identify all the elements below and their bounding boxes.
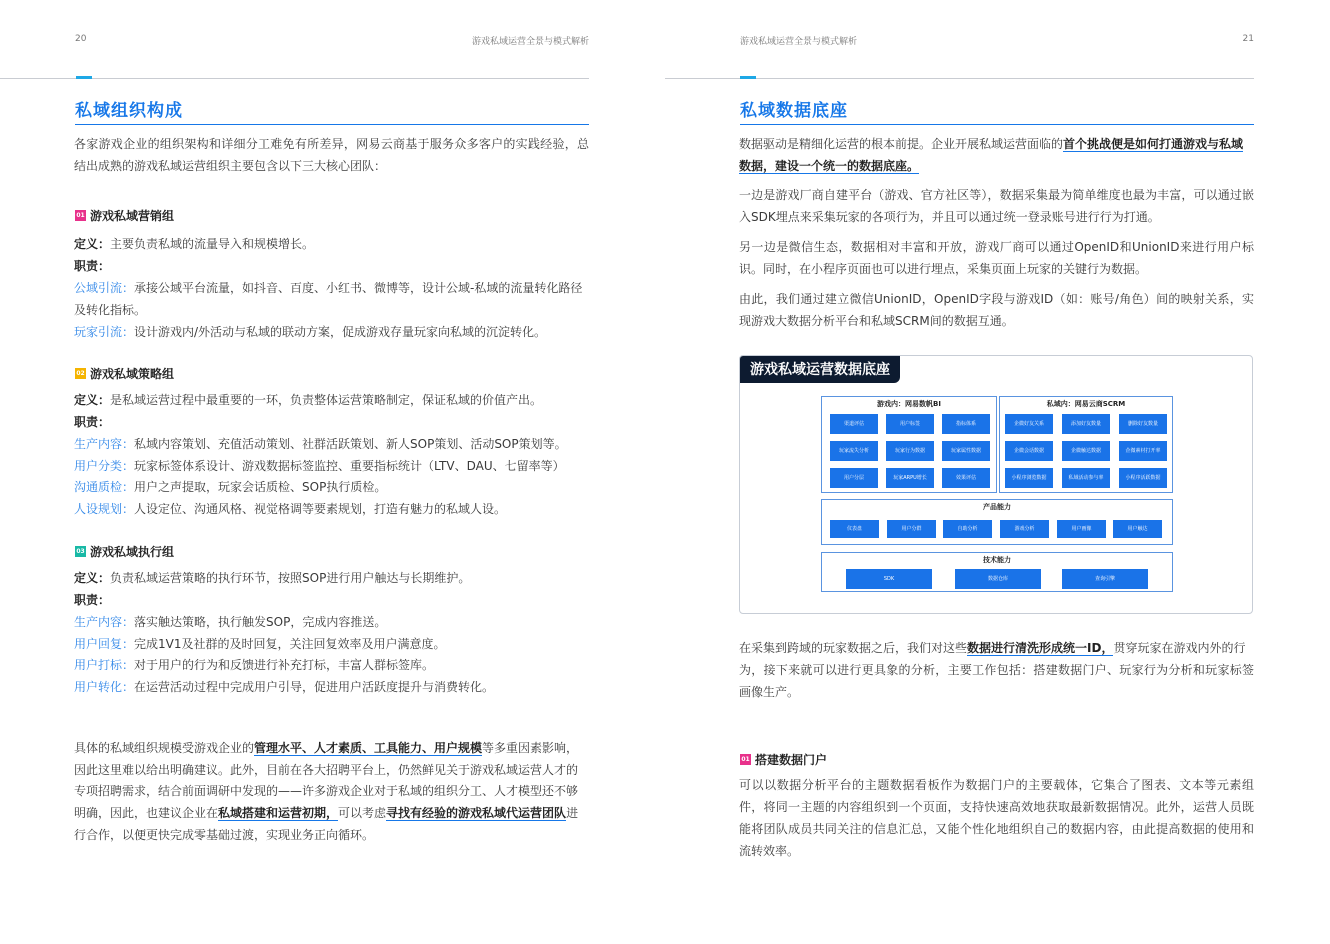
- duty-item: 沟通质检：用户之声提取，玩家会话质检、SOP执行质检。: [74, 480, 387, 494]
- in-game-bi-box: [821, 396, 997, 493]
- body-line: 数据，建设一个统一的数据底座。: [739, 159, 920, 173]
- duty-item: 用户打标：对于用户的行为和反馈进行补充打标，丰富人群标签库。: [74, 658, 435, 672]
- duty-item: 生产内容：私域内容策划、充值活动策划、社群活跃策划、新人SOP策划、活动SOP策划等。: [74, 437, 567, 451]
- running-title: 游戏私域运营全景与模式解析: [740, 37, 858, 47]
- definition-line: 定义：主要负责私域的流量导入和规模增长。: [74, 237, 315, 251]
- sub-heading: [740, 751, 827, 768]
- diagram-cell: SDK: [846, 569, 932, 589]
- diagram-cell: 用户分群: [887, 520, 936, 538]
- duty-label: 职责：: [74, 593, 111, 607]
- diagram-cell: 用户分层: [830, 468, 878, 488]
- closing-line: 具体的私域组织规模受游戏企业的管理水平、人才素质、工具能力、用户规模等多重因素影响，: [74, 741, 579, 755]
- diagram-cell: 用户画像: [1057, 520, 1106, 538]
- section-title: 私域数据底座: [740, 101, 848, 121]
- body-paragraph: 另一边是微信生态，数据相对丰富和开放，游戏厂商可以通过OpenID和UnionID来进行用户标识。同时，在小程序页面也可以进行埋点，采集页面上玩家的关键行为数据。: [739, 240, 1254, 276]
- duty-item: 用户分类：玩家标签体系设计、游戏数据标签监控、重要指标统计（LTV、DAU、七留率等）: [74, 459, 565, 473]
- section-rule: [740, 124, 1254, 125]
- header-accent: [740, 76, 756, 79]
- body-paragraph: 可以以数据分析平台的主题数据看板作为数据门户的主要载体，它集合了图表、文本等元素组件，将同一主题的内容组织到一个页面，支持快速高效地获取最新数据情况。此外，运营人员既能将团队成员共同关注的信息汇总，又能个性化地组织自己的数据内容，由此提高数据的使用和流转效率。: [739, 778, 1254, 858]
- group-title: 游戏私域执行组: [90, 545, 175, 559]
- private-domain-scrm-box: [999, 396, 1173, 493]
- duty-item: 玩家引流：设计游戏内/外活动与私域的联动方案，促成游戏存量玩家向私域的沉淀转化。: [74, 325, 547, 339]
- box-title: 游戏内：网易数帆BI: [877, 400, 941, 408]
- diagram-cell: 效果评估: [942, 468, 990, 488]
- diagram-cell: 查询引擎: [1062, 569, 1148, 589]
- section-title: 私域组织构成: [75, 101, 183, 121]
- diagram-title: 游戏私域运营数据底座: [740, 356, 900, 383]
- closing-line: 因此这里难以给出明确建议。此外，目前在各大招聘平台上，仍然鲜见关于游戏私域运营人才的: [74, 763, 579, 777]
- diagram-cell: 仪表盘: [830, 520, 879, 538]
- body-paragraph: 一边是游戏厂商自建平台（游戏、官方社区等），数据采集最为简单维度也最为丰富，可以通过嵌入SDK埋点来采集玩家的各项行为，并且可以通过统一登录账号进行行为打通。: [739, 188, 1254, 224]
- duty-item: 用户转化：在运营活动过程中完成用户引导，促进用户活跃度提升与消费转化。: [74, 680, 495, 694]
- right-page: [665, 0, 1330, 944]
- closing-line: 明确，因此，也建议企业在私域搭建和运营初期，可以考虑寻找有经验的游戏私域代运营团队进: [74, 806, 579, 820]
- header-accent: [76, 76, 92, 79]
- diagram-cell: 游戏分析: [1000, 520, 1049, 538]
- diagram-cell: 数据仓库: [955, 569, 1041, 589]
- group-heading: [75, 543, 174, 560]
- diagram-cell: 玩家流失分析: [830, 441, 878, 461]
- duty-item: 公域引流：承接公域平台流量，如抖音、百度、小红书、微博等，设计公域-私域的流量转化路径: [74, 281, 583, 295]
- group-heading: [75, 207, 174, 224]
- diagram-cell: 企微会话数据: [1005, 441, 1053, 461]
- diagram-cell: 小程序浏览数据: [1005, 468, 1053, 488]
- number-badge: 01: [741, 756, 750, 763]
- duty-item: 人设规划：人设定位、沟通风格、视觉格调等要素规划，打造有魅力的私域人设。: [74, 502, 507, 516]
- diagram-cell: 私域活动参与率: [1062, 468, 1110, 488]
- group-title: 游戏私域策略组: [90, 367, 175, 381]
- diagram-cell: 小程序活跃数据: [1119, 468, 1167, 488]
- diagram-cell: 企微好友关系: [1005, 414, 1053, 434]
- page-number: 21: [1242, 34, 1254, 44]
- duty-item-continued: 及转化指标。: [74, 303, 147, 317]
- page-number: 20: [75, 34, 87, 44]
- diagram-cell: 渠道评估: [830, 414, 878, 434]
- section-rule: [75, 124, 589, 125]
- closing-line: 行合作，以便更快完成零基础过渡，实现业务正向循环。: [74, 828, 375, 842]
- duty-label: 职责：: [74, 415, 111, 429]
- duty-item: 生产内容：落实触达策略，执行触发SOP，完成内容推送。: [74, 615, 387, 629]
- diagram-cell: 添加好友数量: [1062, 414, 1110, 434]
- diagram-cell: 指标体系: [942, 414, 990, 434]
- group-title: 游戏私域营销组: [90, 209, 175, 223]
- diagram-cell: 自助分析: [943, 520, 992, 538]
- closing-line: 专项招聘需求，结合前面调研中发现的——许多游戏企业对于私域的组织分工、人才模型还不够: [74, 784, 579, 798]
- box-title: 技术能力: [983, 556, 1011, 564]
- product-capability-box: [821, 499, 1173, 545]
- body-line: 数据驱动是精细化运营的根本前提。企业开展私域运营面临的首个挑战便是如何打通游戏与私域: [739, 137, 1244, 151]
- tech-capability-box: [821, 552, 1173, 592]
- number-badge: 03: [76, 548, 85, 555]
- running-title: 游戏私域运营全景与模式解析: [471, 37, 589, 47]
- group-heading: [75, 365, 174, 382]
- diagram-cell: 企微触达数据: [1062, 441, 1110, 461]
- definition-line: 定义：是私域运营过程中最重要的一环，负责整体运营策略制定，保证私域的价值产出。: [74, 393, 543, 407]
- diagram-cell: 玩家行为数据: [886, 441, 934, 461]
- diagram-cell: 用户标签: [886, 414, 934, 434]
- data-foundation-diagram: [739, 355, 1253, 614]
- diagram-cell: 删除好友数量: [1119, 414, 1167, 434]
- box-title: 产品能力: [983, 503, 1011, 511]
- sub-heading-title: 搭建数据门户: [755, 753, 828, 767]
- diagram-cell: 企微素材打开率: [1119, 441, 1167, 461]
- body-paragraph: 为，接下来就可以进行更具象的分析，主要工作包括：搭建数据门户、玩家行为分析和玩家标签画像生产。: [739, 663, 1254, 699]
- box-title: 私域内：网易云商SCRM: [1046, 400, 1126, 408]
- duty-item: 用户回复：完成1V1及社群的及时回复，关注回复效率及用户满意度。: [74, 637, 446, 651]
- number-badge: 01: [76, 212, 85, 219]
- body-line: 在采集到跨域的玩家数据之后，我们对这些数据进行清洗形成统一ID，贯穿玩家在游戏内外的行: [739, 641, 1246, 655]
- duty-label: 职责：: [74, 259, 111, 273]
- intro-paragraph: 各家游戏企业的组织架构和详细分工难免有所差异，网易云商基于服务众多客户的实践经验，总结出成熟的游戏私域运营组织主要包含以下三大核心团队：: [74, 137, 589, 173]
- diagram-cell: 玩家属性数据: [942, 441, 990, 461]
- number-badge: 02: [76, 370, 85, 377]
- definition-line: 定义：负责私域运营策略的执行环节，按照SOP进行用户触达与长期维护。: [74, 571, 471, 585]
- diagram-cell: 玩家ARPU增长: [886, 468, 934, 488]
- diagram-cell: 用户触达: [1113, 520, 1162, 538]
- body-paragraph: 由此，我们通过建立微信UnionID，OpenID字段与游戏ID（如：账号/角色）间的映射关系，实现游戏大数据分析平台和私域SCRM间的数据互通。: [739, 292, 1254, 328]
